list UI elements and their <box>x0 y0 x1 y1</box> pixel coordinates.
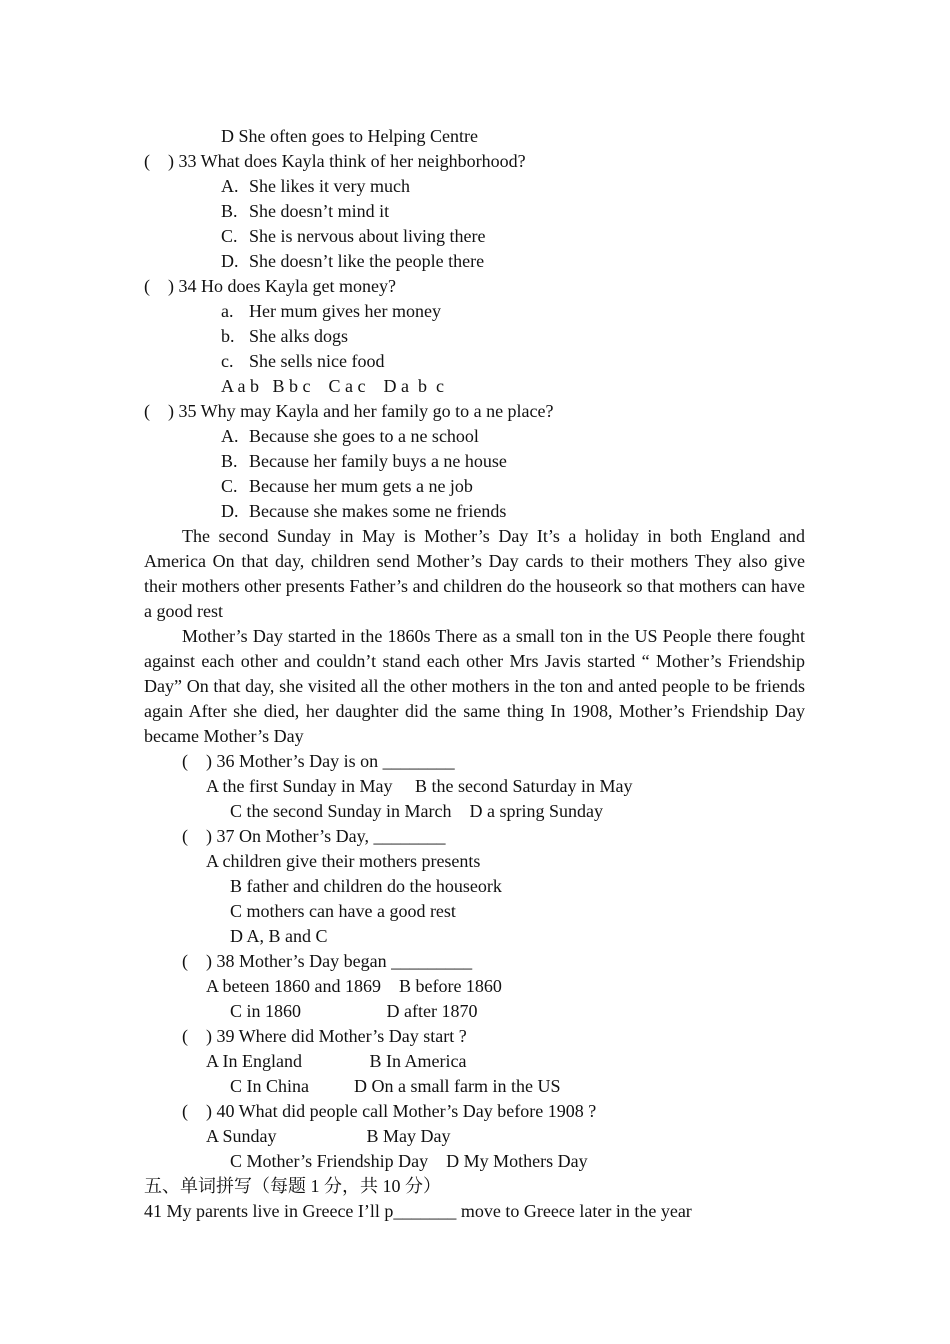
question-39: ( ) 39 Where did Mother’s Day start ? <box>182 1026 467 1046</box>
question-35: ( ) 35 Why may Kayla and her family go to a ne place? <box>144 401 554 421</box>
q33-option-c: C. She is nervous about living there <box>221 226 486 246</box>
q37-option-b: B father and children do the houseork <box>230 876 502 896</box>
question-40: ( ) 40 What did people call Mother’s Day before 1908 ? <box>182 1101 597 1121</box>
q35-option-c: C. Because her mum gets a ne job <box>221 476 473 496</box>
question-38: ( ) 38 Mother’s Day began _________ <box>182 951 473 971</box>
q35-option-a: A. Because she goes to a ne school <box>221 426 479 446</box>
q33-option-d: D. She doesn’t like the people there <box>221 251 485 271</box>
q35-option-b: B. Because her family buys a ne house <box>221 451 507 471</box>
q39-options-ab: A In England B In America <box>206 1051 467 1071</box>
q34-item-c: c. She sells nice food <box>221 351 385 371</box>
q35-option-d: D. Because she makes some ne friends <box>221 501 507 521</box>
q32-option-d: D She often goes to Helping Centre <box>221 126 478 146</box>
question-34: ( ) 34 Ho does Kayla get money? <box>144 276 396 296</box>
q37-option-d: D A, B and C <box>230 926 328 946</box>
q36-options-ab: A the first Sunday in May B the second Saturday in May <box>206 776 633 796</box>
q40-options-cd: C Mother’s Friendship Day D My Mothers Day <box>230 1151 588 1171</box>
question-41: 41 My parents live in Greece I’ll p_______ move to Greece later in the year <box>144 1201 692 1221</box>
q40-options-ab: A Sunday B May Day <box>206 1126 451 1146</box>
q37-option-a: A children give their mothers presents <box>206 851 481 871</box>
q38-options-cd: C in 1860 D after 1870 <box>230 1001 478 1021</box>
q33-option-b: B. She doesn’t mind it <box>221 201 390 221</box>
question-33: ( ) 33 What does Kayla think of her neighborhood? <box>144 151 526 171</box>
q38-options-ab: A beteen 1860 and 1869 B before 1860 <box>206 976 502 996</box>
q39-options-cd: C In China D On a small farm in the US <box>230 1076 561 1096</box>
q34-item-a: a. Her mum gives her money <box>221 301 441 321</box>
question-37: ( ) 37 On Mother’s Day, ________ <box>182 826 446 846</box>
q36-options-cd: C the second Sunday in March D a spring Sunday <box>230 801 603 821</box>
reading-paragraph-2: Mother’s Day started in the 1860s There as a small ton in the US People there fought against each other and couldn’t stand each other Mrs Javis started “ Mother’s Friendship Day” On that day, she visited all the other mothers in the ton and anted people to be friends again After she died, her daughter did the same thing In 1908, Mother’s Friendship Day became Mother’s Day <box>144 626 805 746</box>
q37-option-c: C mothers can have a good rest <box>230 901 456 921</box>
q34-item-b: b. She alks dogs <box>221 326 348 346</box>
q34-answer-choices: A a b B b c C a c D a b c <box>221 376 444 396</box>
question-36: ( ) 36 Mother’s Day is on ________ <box>182 751 455 771</box>
section-five-heading: 五、单词拼写（每题 1 分，共 10 分） <box>144 1176 441 1196</box>
reading-paragraph-1: The second Sunday in May is Mother’s Day It’s a holiday in both England and America On that day, children send Mother’s Day cards to their mothers They also give their mothers other presents Father’s and children do the houseork so that mothers can have a good rest <box>144 526 805 621</box>
q33-option-a: A. She likes it very much <box>221 176 410 196</box>
